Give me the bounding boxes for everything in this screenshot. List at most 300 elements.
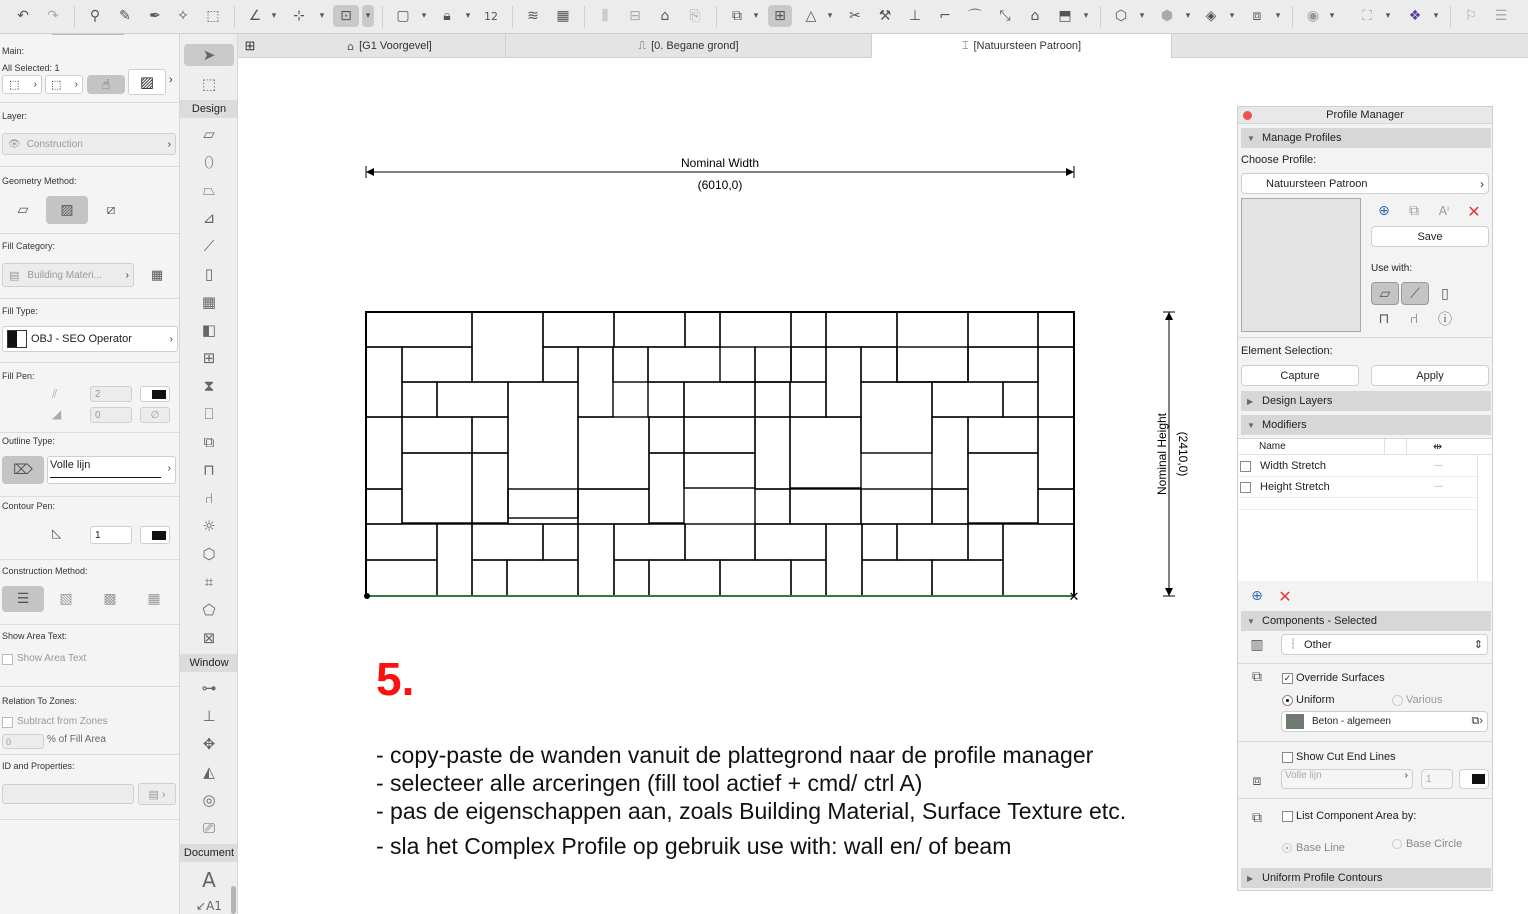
end-marker-icon: ✕ <box>1068 590 1080 605</box>
stone-block[interactable] <box>508 382 578 518</box>
marquee-button[interactable] <box>45 75 83 94</box>
fill-settings-button[interactable] <box>128 69 166 95</box>
distribute-icon[interactable]: ⊟ <box>629 8 641 24</box>
detail-tool-icon[interactable]: ◎ <box>202 791 216 809</box>
duplicate-profile-icon[interactable]: ⧉ <box>1409 203 1419 219</box>
morph-tool-icon[interactable]: ⬠ <box>202 601 216 619</box>
stone-block[interactable] <box>472 417 508 453</box>
add-modifier-icon[interactable]: ⊕ <box>1251 588 1263 604</box>
surface-select[interactable]: Beton - algemeen ⧉› <box>1281 711 1488 732</box>
stone-block[interactable] <box>932 489 968 524</box>
id-properties-label: ID and Properties: <box>2 761 75 771</box>
capture-button[interactable]: Capture <box>1241 365 1359 386</box>
beam-tool-icon[interactable]: ⟋ <box>203 237 215 255</box>
override-surfaces-checkbox[interactable]: ✓ <box>1283 673 1292 683</box>
chevron-down-icon[interactable]: ▾ <box>1329 11 1335 21</box>
layer-select[interactable] <box>2 133 176 155</box>
stone-block[interactable] <box>614 560 649 596</box>
stone-block[interactable] <box>614 524 685 560</box>
stone-block[interactable] <box>402 417 472 453</box>
stone-block[interactable] <box>755 382 790 417</box>
grid-method-icon[interactable]: ▩ <box>103 591 117 607</box>
use-with-column-icon[interactable]: ▯ <box>1441 286 1449 302</box>
stone-block[interactable] <box>684 382 755 417</box>
stone-block[interactable] <box>932 382 1003 417</box>
fill-category-select[interactable] <box>2 263 134 287</box>
toolbox <box>180 34 238 914</box>
stair-flight-icon[interactable]: ⧉ <box>203 433 215 451</box>
stone-block[interactable] <box>578 417 649 489</box>
label-tool-icon[interactable]: ↙A1 <box>196 899 222 913</box>
contour-pen-color[interactable] <box>140 526 170 544</box>
fill-swatch-icon <box>7 330 27 348</box>
building-material-icon: ▤ <box>9 268 20 282</box>
width-arrow-left <box>366 168 374 176</box>
selection-filter-button[interactable] <box>2 75 42 94</box>
layer-value: Construction <box>26 138 83 150</box>
base-circle-label: Base Circle <box>1406 838 1463 850</box>
window-section-header[interactable]: Window <box>180 654 238 672</box>
stone-pattern <box>366 312 1074 596</box>
stone-block[interactable] <box>578 489 649 524</box>
curtain-wall-icon[interactable]: ▦ <box>201 293 217 311</box>
chevron-down-icon[interactable]: ▾ <box>1275 11 1281 21</box>
various-radio[interactable] <box>1392 695 1403 706</box>
chevron-down-icon[interactable]: ▾ <box>1433 11 1439 21</box>
stone-block[interactable] <box>826 524 862 596</box>
stone-block[interactable] <box>685 312 720 347</box>
new-profile-icon[interactable]: ⊕ <box>1378 203 1390 219</box>
use-with-railing-icon[interactable]: ⊓ <box>1378 311 1390 327</box>
redo-icon[interactable]: ↷ <box>47 8 59 24</box>
properties-icon: ▤ › <box>148 788 166 801</box>
roof-icon[interactable]: ⌂ <box>1030 8 1040 24</box>
stone-block[interactable] <box>543 347 578 382</box>
stone-block[interactable] <box>1038 347 1074 417</box>
use-with-label: Use with: <box>1371 263 1413 274</box>
stone-block[interactable] <box>791 347 826 382</box>
show-cut-end-lines-label: Show Cut End Lines <box>1296 751 1396 763</box>
stone-block[interactable] <box>791 312 826 347</box>
stone-block[interactable] <box>472 560 507 596</box>
element-settings-button[interactable] <box>87 75 125 94</box>
rename-profile-icon[interactable]: Aᴵ <box>1438 204 1450 218</box>
profile-select[interactable]: Natuursteen Patroon › <box>1241 173 1489 194</box>
section-tool-icon[interactable]: ⊶ <box>201 679 217 697</box>
chevron-right-icon: › <box>1480 176 1484 191</box>
fill-icon: ▨ <box>139 73 155 91</box>
height-stretch-checkbox[interactable] <box>1240 482 1251 493</box>
layer-label: Layer: <box>2 111 28 121</box>
chevron-down-icon[interactable]: ▾ <box>753 11 759 21</box>
solid-method-icon[interactable]: ☰ <box>2 586 44 612</box>
document-section-header[interactable]: Document <box>180 844 238 862</box>
railing-tool-icon[interactable]: ⊓ <box>203 461 215 479</box>
outline-icon[interactable]: ⌦ <box>2 456 44 484</box>
remove-modifier-icon[interactable]: ✕ <box>1278 586 1292 606</box>
stone-block[interactable] <box>437 382 508 417</box>
subtract-zones-checkbox[interactable] <box>2 717 13 728</box>
renovation-icon[interactable]: ⛶ <box>1362 8 1372 24</box>
instruction-line-1: - copy-paste de wanden vanuit de plattegrond naar de profile manager <box>376 742 1094 768</box>
width-stretch-checkbox[interactable] <box>1240 461 1251 472</box>
fill-icon[interactable]: ▢ <box>396 8 410 24</box>
slab-tool-icon[interactable]: ⬯ <box>204 153 214 171</box>
tab-overview-icon[interactable]: ⊞ <box>244 38 256 53</box>
split-icon[interactable]: ✂ <box>849 8 861 24</box>
corner-icon[interactable]: ⌐ <box>939 8 951 24</box>
copy-icon[interactable]: ⎘ <box>689 8 701 24</box>
stone-block[interactable] <box>861 347 897 382</box>
transform-icon[interactable]: ⊞ <box>768 5 792 27</box>
design-section-header[interactable]: Design <box>180 100 238 118</box>
stone-block[interactable] <box>720 560 791 596</box>
various-label: Various <box>1406 694 1443 706</box>
name-column-header: Name <box>1259 441 1286 452</box>
symbol-method-icon[interactable]: ▦ <box>147 591 161 607</box>
stone-block[interactable] <box>402 347 472 382</box>
stone-block[interactable] <box>790 417 861 488</box>
opening-tool-icon[interactable]: ⊠ <box>202 629 216 647</box>
apply-button[interactable]: Apply <box>1371 365 1489 386</box>
chevron-down-icon[interactable]: ▾ <box>362 5 374 27</box>
elevate-icon[interactable]: ⊥ <box>908 8 922 24</box>
stone-block[interactable] <box>649 453 684 523</box>
stone-block[interactable] <box>366 560 437 596</box>
properties-button[interactable] <box>138 783 176 805</box>
height-arrow-bottom <box>1165 588 1173 596</box>
column-tool-icon[interactable]: ▯ <box>204 265 214 283</box>
modifiers-table <box>1238 438 1492 581</box>
surface-swatch <box>1286 714 1304 729</box>
stone-block[interactable] <box>897 524 968 560</box>
stone-block[interactable] <box>366 417 402 489</box>
eyedropper-icon[interactable]: ✎ <box>119 8 131 24</box>
design-layers-section[interactable]: ▶ Design Layers <box>1241 391 1491 411</box>
stone-block[interactable] <box>1003 524 1074 596</box>
stone-block[interactable] <box>578 347 613 417</box>
stone-block[interactable] <box>684 453 755 488</box>
list-component-area-label: List Component Area by: <box>1296 810 1417 822</box>
tab-natuursteen-patroon[interactable]: ⌶ [Natuursteen Patroon] <box>872 34 1172 58</box>
profile-manager-panel <box>1237 106 1493 891</box>
eye-icon: 👁︎ <box>8 138 21 150</box>
stone-block[interactable] <box>578 524 614 596</box>
chevron-down-icon[interactable]: ▾ <box>827 11 833 21</box>
simple-geometry-icon[interactable]: ▱ <box>17 202 29 218</box>
stone-block[interactable] <box>932 417 968 489</box>
lock-icon[interactable]: 🔒︎ <box>443 8 451 24</box>
chevron-down-icon[interactable]: ▾ <box>421 11 427 21</box>
stone-block[interactable] <box>968 453 1038 523</box>
guide-line-icon[interactable]: ⊹ <box>293 8 305 24</box>
component-type-icon: ▥ <box>1250 637 1264 653</box>
stone-block[interactable] <box>614 312 685 347</box>
show-area-text-cb-label: Show Area Text <box>17 653 87 664</box>
uniform-radio[interactable] <box>1282 695 1293 706</box>
contour-pen-input[interactable]: 1 <box>90 526 132 544</box>
stone-block[interactable] <box>862 560 932 596</box>
magic-wand-icon[interactable]: ✧ <box>177 8 189 24</box>
stepper-icon: ⇕ <box>1473 639 1483 651</box>
fill-pen-fg-input[interactable]: 2 <box>90 386 132 402</box>
stone-block[interactable] <box>826 312 897 347</box>
contour-pen-icon: ◺ <box>52 526 62 540</box>
show-cut-end-lines-checkbox[interactable] <box>1282 752 1293 763</box>
element-id-input[interactable] <box>2 784 134 804</box>
surface-override-icon: ⧉ <box>1252 669 1262 685</box>
offset-icon[interactable]: ⬚ <box>206 8 220 24</box>
chevron-down-icon[interactable]: ▾ <box>1229 11 1235 21</box>
components-section[interactable]: ▼ Components - Selected <box>1241 611 1491 631</box>
wall-tool-icon[interactable]: ▱ <box>203 125 215 143</box>
info-box <box>0 34 180 914</box>
fill-pen-fg-color[interactable] <box>140 386 170 402</box>
elevation-tool-icon[interactable]: ⊥ <box>202 707 216 725</box>
use-with-beam-icon[interactable]: ⟋ <box>1401 282 1429 305</box>
save-button[interactable]: Save <box>1371 226 1489 247</box>
stone-block[interactable] <box>402 453 472 523</box>
instruction-line-2: - selecteer alle arceringen (fill tool actief + cmd/ ctrl A) <box>376 770 923 796</box>
stone-block[interactable] <box>755 524 826 560</box>
profile-preview <box>1241 198 1361 332</box>
floorplan-icon: ⎍ <box>638 39 647 52</box>
text-tool-icon[interactable]: A <box>202 868 216 892</box>
component-area-icon: ⧉ <box>1252 810 1262 826</box>
contour-pen-label: Contour Pen: <box>2 501 56 511</box>
hatch-method-icon[interactable]: ▧ <box>59 591 73 607</box>
cut-line-type-select[interactable]: Volle lijn › <box>1281 769 1413 789</box>
use-with-wall-icon[interactable]: ▱ <box>1371 282 1399 305</box>
line-sample <box>50 477 161 478</box>
stone-block[interactable] <box>826 347 861 417</box>
stone-block[interactable] <box>684 417 755 453</box>
rectangle-geometry-icon[interactable]: ▨ <box>46 196 88 224</box>
show-area-text-checkbox[interactable] <box>2 654 13 665</box>
camera-tool-icon[interactable]: ⎚ <box>202 819 215 837</box>
stone-block[interactable] <box>366 489 402 524</box>
flag-icon[interactable]: ⚐ <box>1464 8 1478 24</box>
stone-block[interactable] <box>755 489 790 524</box>
angle-icon[interactable]: ∠ <box>248 8 262 24</box>
resize-icon[interactable]: ⤡ <box>999 8 1011 24</box>
fill-category-label: Fill Category: <box>2 241 56 251</box>
use-with-handrail-icon[interactable]: ⑁ <box>1409 311 1419 327</box>
stone-block[interactable] <box>791 560 826 596</box>
elevation-icon: ⌂ <box>347 39 355 53</box>
arrow-tool-icon[interactable]: ➤ <box>184 44 234 66</box>
stone-block[interactable] <box>366 312 472 347</box>
syringe-icon[interactable]: ✒ <box>149 8 161 24</box>
stone-block[interactable] <box>649 560 720 596</box>
polygon-icon[interactable]: △ <box>805 8 817 24</box>
chevron-down-icon[interactable]: ▾ <box>319 11 325 21</box>
scale-icon[interactable]: 12 <box>484 9 498 23</box>
marquee-tool-icon[interactable]: ⬚ <box>201 75 217 93</box>
stone-block[interactable] <box>366 347 402 417</box>
stone-block[interactable] <box>1038 312 1074 347</box>
stone-block[interactable] <box>472 312 543 382</box>
cut-line-pen-input[interactable]: 1 <box>1421 769 1453 789</box>
tab-begane-grond[interactable]: ⎍ [0. Begane grond] <box>506 34 872 58</box>
base-line-radio[interactable] <box>1282 843 1292 853</box>
explode-icon[interactable]: ⬒ <box>1058 8 1072 24</box>
origin-point <box>364 593 370 599</box>
material-settings-icon[interactable]: ▦ <box>150 267 164 283</box>
window-tool-icon[interactable]: ⊞ <box>202 349 216 367</box>
layers-icon[interactable]: ≋ <box>527 8 539 24</box>
chevron-down-icon[interactable]: ▾ <box>1185 11 1191 21</box>
modifiers-section[interactable]: ▼ Modifiers <box>1241 415 1491 435</box>
zone-tool-icon[interactable]: ⬡ <box>202 545 216 563</box>
chevron-down-icon[interactable]: ▾ <box>1385 11 1391 21</box>
stone-block[interactable] <box>543 524 578 560</box>
mesh-tool-icon[interactable]: ⌗ <box>204 573 214 591</box>
main-label: Main: <box>2 46 25 56</box>
modifier-value: --- <box>1434 460 1443 470</box>
stone-block[interactable] <box>1038 489 1074 524</box>
stone-block[interactable] <box>968 417 1038 453</box>
roof-tool-icon[interactable]: ⏢ <box>202 181 215 199</box>
stone-block[interactable] <box>472 524 543 560</box>
instruction-line-3: - pas de eigenschappen aan, zoals Building Material, Surface Texture etc. <box>376 798 1127 824</box>
nominal-width-label: Nominal Width <box>680 156 760 170</box>
stone-block[interactable] <box>755 417 790 489</box>
stone-block[interactable] <box>755 347 791 382</box>
fill-type-value: OBJ - SEO Operator <box>31 333 132 345</box>
height-arrow-top <box>1165 312 1173 320</box>
chevron-right-icon[interactable]: › <box>169 74 173 86</box>
door-tool-icon[interactable]: ◧ <box>201 321 217 339</box>
stone-block[interactable] <box>648 347 755 382</box>
stone-block[interactable] <box>543 312 614 347</box>
stone-block[interactable] <box>861 382 932 453</box>
stone-block[interactable] <box>648 382 684 417</box>
chevron-right-icon: › <box>33 79 37 90</box>
surface-picker-icon: ⧉› <box>1471 715 1483 727</box>
stone-block[interactable] <box>968 524 1003 560</box>
stretch-column-icon: ⇹ <box>1433 440 1443 453</box>
stone-block[interactable] <box>861 489 932 524</box>
base-line-label: Base Line <box>1296 842 1345 854</box>
stone-block[interactable] <box>472 453 508 523</box>
delete-profile-icon[interactable]: ✕ <box>1467 201 1481 221</box>
chair-tool-icon[interactable]: ⑁ <box>204 489 214 507</box>
undo-icon[interactable]: ↶ <box>17 8 29 24</box>
align-icon[interactable]: ⫼ <box>601 8 609 24</box>
stone-block[interactable] <box>1003 382 1038 417</box>
hatch-icon[interactable]: ▦ <box>556 8 570 24</box>
background-pen-icon: ◢ <box>52 407 62 421</box>
stone-block[interactable] <box>790 489 861 524</box>
solid-ops-icon[interactable]: ⬢ <box>1160 8 1174 24</box>
component-type-select[interactable]: ┆ Other ⇕ <box>1281 634 1488 655</box>
publish-icon[interactable]: ⧈ <box>1252 8 1262 24</box>
issues-icon[interactable]: ☰ <box>1494 8 1508 24</box>
profile-icon: ⌶ <box>961 39 969 52</box>
fill-area-label: % of Fill Area <box>47 734 106 745</box>
label-icon[interactable]: ⌂ <box>660 8 670 24</box>
triangle-right-icon: ▶ <box>1247 396 1254 406</box>
stone-block[interactable] <box>685 524 755 560</box>
outline-type-select[interactable] <box>47 456 176 484</box>
worksheet-tool-icon[interactable]: ◭ <box>203 763 215 781</box>
rotated-geometry-icon[interactable]: ⧄ <box>106 202 116 218</box>
shell-tool-icon[interactable]: ⊿ <box>202 209 216 227</box>
cut-line-pen-color[interactable] <box>1459 769 1489 789</box>
interior-elevation-icon[interactable]: ✥ <box>202 735 216 753</box>
object-tool-icon[interactable]: ⎕ <box>204 405 214 423</box>
snap-icon[interactable]: ⊡ <box>333 5 359 27</box>
table-row[interactable] <box>1238 456 1477 477</box>
fill-area-input[interactable]: 0 <box>2 734 44 749</box>
mirror-icon[interactable]: ⧉ <box>732 8 742 24</box>
toolbox-scrollbar[interactable] <box>231 886 236 914</box>
fill-category-value: Building Materi... <box>27 269 102 281</box>
stone-block[interactable] <box>968 347 1038 382</box>
settings-hand-icon: ☝ <box>101 76 111 93</box>
all-selected-label: All Selected: 1 <box>2 63 60 73</box>
outline-type-label: Outline Type: <box>2 436 55 446</box>
fillet-icon[interactable]: ⌒ <box>968 9 982 25</box>
stone-block[interactable] <box>897 347 968 382</box>
stone-block[interactable] <box>508 489 578 524</box>
stone-block[interactable] <box>1038 417 1074 489</box>
stone-block[interactable] <box>437 524 472 596</box>
chevron-down-icon[interactable]: ▾ <box>1139 11 1145 21</box>
stone-block[interactable] <box>968 312 1038 347</box>
chevron-right-icon: › <box>169 333 173 345</box>
table-row[interactable] <box>1238 477 1477 498</box>
base-circle-radio[interactable] <box>1392 839 1402 849</box>
3d-cube-icon[interactable]: ⬡ <box>1114 8 1128 24</box>
uniform-profile-contours-section[interactable]: ▶ Uniform Profile Contours <box>1241 868 1491 888</box>
stone-block[interactable] <box>862 524 897 560</box>
info-icon[interactable]: ⓘ <box>1438 312 1452 328</box>
list-component-area-checkbox[interactable] <box>1282 811 1293 822</box>
chevron-down-icon[interactable]: ▾ <box>1083 11 1089 21</box>
cut-line-icon: ⧈ <box>1252 773 1262 789</box>
fill-type-select[interactable] <box>2 326 178 352</box>
stone-block[interactable] <box>790 382 826 417</box>
fill-pen-label: Fill Pen: <box>2 371 35 381</box>
stone-block[interactable] <box>613 347 648 382</box>
lamp-tool-icon[interactable]: ☼ <box>202 517 216 535</box>
find-select-icon[interactable]: ⚲ <box>89 8 101 24</box>
chevron-right-icon: › <box>167 463 171 474</box>
fill-pen-bg-input[interactable]: 0 <box>90 407 132 423</box>
chevron-down-icon[interactable]: ▾ <box>465 11 471 21</box>
chevron-down-icon[interactable]: ▾ <box>271 11 277 21</box>
relation-zones-label: Relation To Zones: <box>2 696 77 706</box>
stone-block[interactable] <box>649 417 684 453</box>
stone-block[interactable] <box>507 560 578 596</box>
bimx-icon[interactable]: ❖ <box>1408 8 1422 24</box>
tab-g1-voorgevel[interactable]: ⌂ [G1 Voorgevel] <box>274 34 506 58</box>
tab-bar <box>238 34 1528 58</box>
construction-method-label: Construction Method: <box>2 566 88 576</box>
stone-block[interactable] <box>402 382 437 417</box>
step-number: 5. <box>376 653 415 705</box>
globe-icon[interactable]: ◉ <box>1306 8 1320 24</box>
teamwork-icon[interactable]: ◈ <box>1205 8 1217 24</box>
manage-profiles-section[interactable]: ▼ Manage Profiles <box>1241 128 1491 148</box>
adjust-icon[interactable]: ⚒ <box>878 8 892 24</box>
stair-tool-icon[interactable]: ⧗ <box>203 377 215 395</box>
transparent-pen-icon[interactable]: ∅ <box>140 407 170 423</box>
stone-block[interactable] <box>366 524 437 560</box>
stone-block[interactable] <box>932 560 1003 596</box>
